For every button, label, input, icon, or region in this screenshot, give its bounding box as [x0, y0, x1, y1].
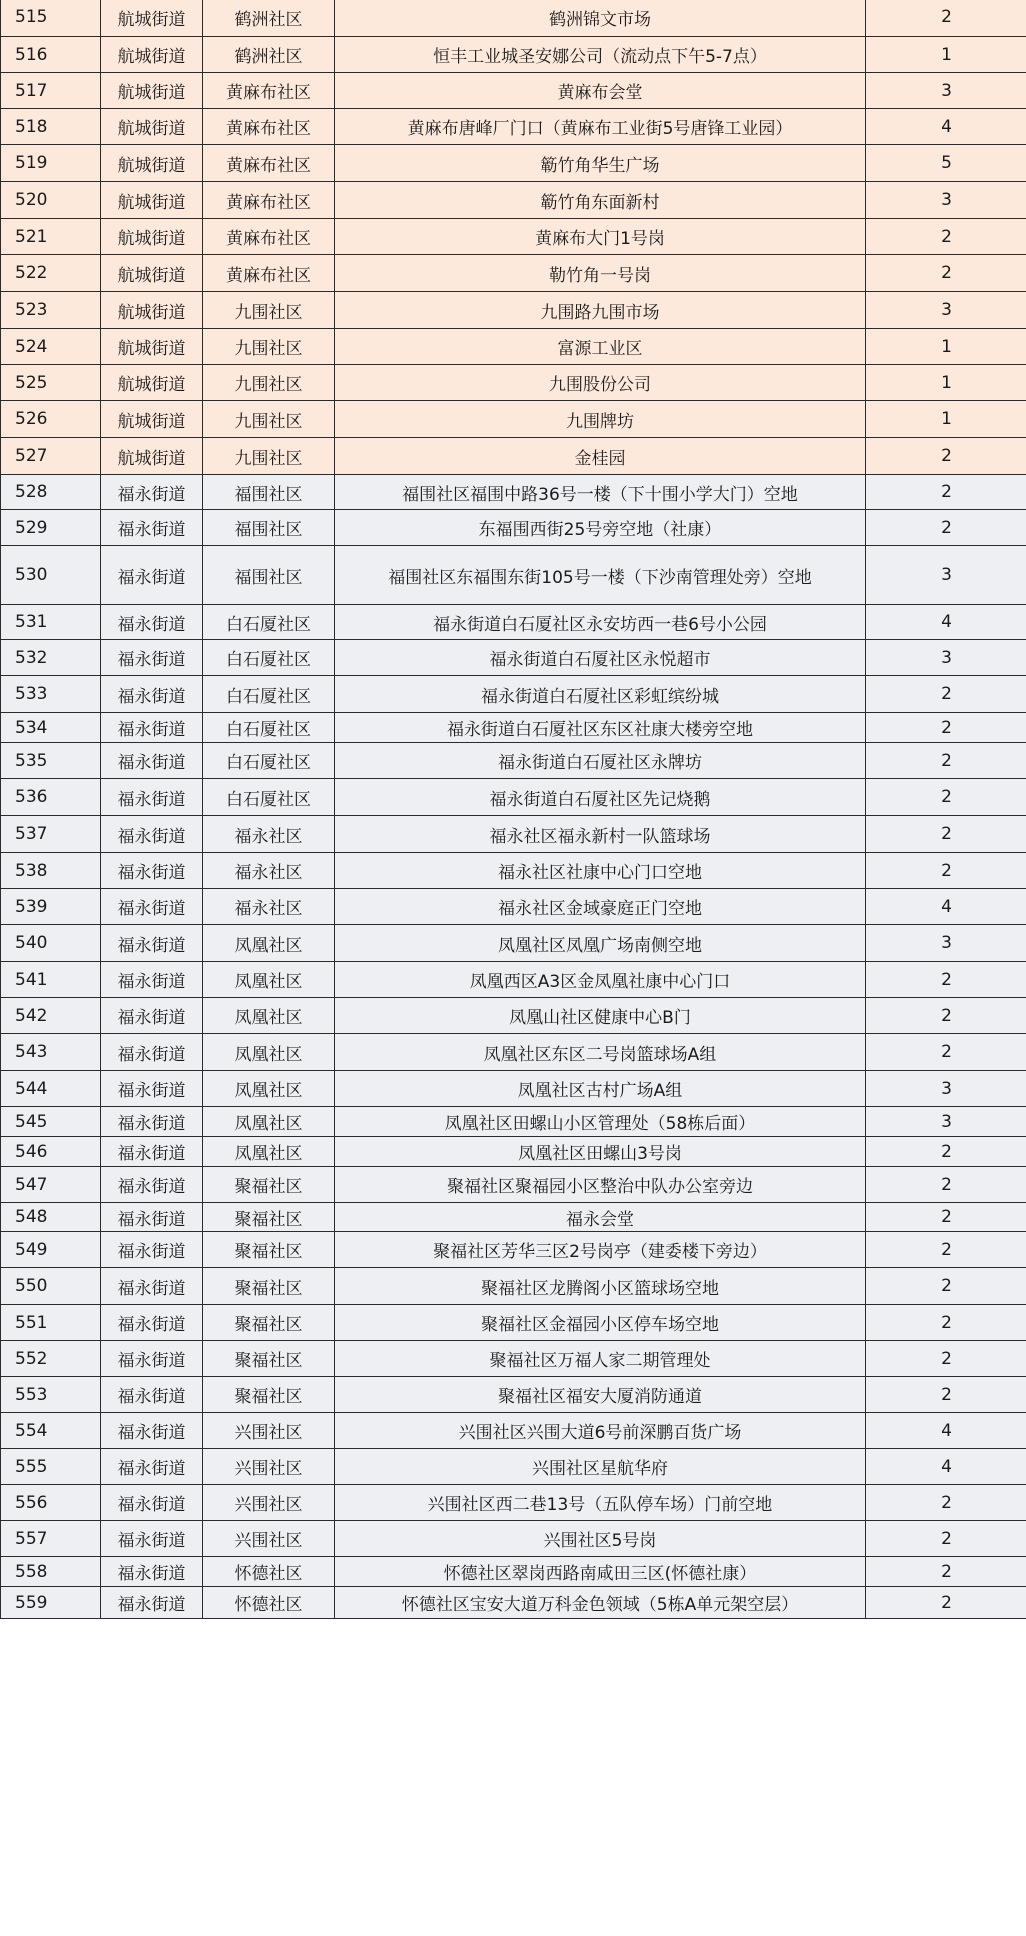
- cell-community: 福围社区: [203, 475, 335, 510]
- table-row: [1, 329, 1026, 365]
- cell-location: 簕竹角华生广场: [335, 145, 866, 182]
- cell-community: 白石厦社区: [203, 743, 335, 779]
- cell-location: 鹤洲锦文市场: [335, 0, 866, 37]
- cell-street: 航城街道: [101, 145, 203, 182]
- table-row: [1, 1268, 1026, 1305]
- cell-community: 兴围社区: [203, 1449, 335, 1485]
- cell-location: 富源工业区: [335, 329, 866, 365]
- cell-location: 聚福社区聚福园小区整治中队办公室旁边: [335, 1167, 866, 1203]
- table-row: [1, 73, 1026, 109]
- cell-index: 552: [1, 1341, 101, 1377]
- cell-street: 航城街道: [101, 365, 203, 401]
- cell-community: 黄麻布社区: [203, 109, 335, 145]
- cell-index: 554: [1, 1413, 101, 1449]
- cell-street: 福永街道: [101, 1341, 203, 1377]
- cell-index: 526: [1, 401, 101, 438]
- cell-index: 535: [1, 743, 101, 779]
- cell-street: 福永街道: [101, 1167, 203, 1203]
- cell-street: 福永街道: [101, 546, 203, 605]
- cell-count: 4: [866, 889, 1026, 925]
- cell-street: 航城街道: [101, 109, 203, 145]
- table-row: [1, 1485, 1026, 1521]
- cell-community: 九围社区: [203, 438, 335, 475]
- cell-count: 2: [866, 1305, 1026, 1341]
- table-row: [1, 816, 1026, 853]
- table-row: [1, 219, 1026, 255]
- cell-community: 白石厦社区: [203, 640, 335, 676]
- cell-location: 凤凰山社区健康中心B门: [335, 998, 866, 1034]
- cell-street: 福永街道: [101, 475, 203, 510]
- cell-index: 527: [1, 438, 101, 475]
- cell-community: 白石厦社区: [203, 713, 335, 743]
- cell-location: 兴围社区5号岗: [335, 1521, 866, 1557]
- cell-index: 536: [1, 779, 101, 816]
- cell-location: 恒丰工业城圣安娜公司（流动点下午5-7点）: [335, 37, 866, 73]
- cell-street: 航城街道: [101, 73, 203, 109]
- table-row: [1, 1521, 1026, 1557]
- cell-street: 航城街道: [101, 37, 203, 73]
- cell-street: 福永街道: [101, 510, 203, 546]
- cell-community: 福围社区: [203, 546, 335, 605]
- cell-index: 538: [1, 853, 101, 889]
- cell-community: 凤凰社区: [203, 1034, 335, 1071]
- cell-community: 白石厦社区: [203, 676, 335, 713]
- cell-count: 2: [866, 1341, 1026, 1377]
- cell-street: 福永街道: [101, 640, 203, 676]
- cell-index: 517: [1, 73, 101, 109]
- cell-location: 兴围社区西二巷13号（五队停车场）门前空地: [335, 1485, 866, 1521]
- table-row: [1, 0, 1026, 37]
- cell-community: 黄麻布社区: [203, 73, 335, 109]
- cell-location: 福永街道白石厦社区先记烧鹅: [335, 779, 866, 816]
- cell-location: 九围股份公司: [335, 365, 866, 401]
- cell-community: 凤凰社区: [203, 925, 335, 962]
- cell-count: 1: [866, 401, 1026, 438]
- cell-index: 520: [1, 182, 101, 219]
- cell-count: 2: [866, 219, 1026, 255]
- cell-index: 531: [1, 605, 101, 640]
- cell-count: 2: [866, 1167, 1026, 1203]
- cell-count: 2: [866, 853, 1026, 889]
- table-row: [1, 640, 1026, 676]
- cell-location: 怀德社区宝安大道万科金色领域（5栋A单元架空层）: [335, 1587, 866, 1619]
- table-row: [1, 1107, 1026, 1137]
- cell-location: 福永街道白石厦社区永安坊西一巷6号小公园: [335, 605, 866, 640]
- cell-street: 福永街道: [101, 1413, 203, 1449]
- cell-location: 聚福社区金福园小区停车场空地: [335, 1305, 866, 1341]
- cell-street: 福永街道: [101, 779, 203, 816]
- cell-location: 凤凰社区凤凰广场南侧空地: [335, 925, 866, 962]
- cell-index: 545: [1, 1107, 101, 1137]
- cell-community: 凤凰社区: [203, 1071, 335, 1107]
- cell-street: 航城街道: [101, 219, 203, 255]
- table-row: [1, 475, 1026, 510]
- cell-location: 凤凰社区田螺山3号岗: [335, 1137, 866, 1167]
- table-row: [1, 365, 1026, 401]
- cell-index: 523: [1, 292, 101, 329]
- cell-community: 兴围社区: [203, 1521, 335, 1557]
- cell-community: 聚福社区: [203, 1341, 335, 1377]
- table-row: [1, 853, 1026, 889]
- cell-community: 九围社区: [203, 365, 335, 401]
- cell-count: 3: [866, 73, 1026, 109]
- cell-street: 福永街道: [101, 1137, 203, 1167]
- cell-community: 聚福社区: [203, 1377, 335, 1413]
- cell-street: 福永街道: [101, 713, 203, 743]
- table-row: [1, 510, 1026, 546]
- table-row: [1, 1413, 1026, 1449]
- cell-street: 福永街道: [101, 998, 203, 1034]
- table-row: [1, 1203, 1026, 1232]
- table-row: [1, 37, 1026, 73]
- cell-count: 3: [866, 292, 1026, 329]
- table-row: [1, 713, 1026, 743]
- table-row: [1, 182, 1026, 219]
- cell-location: 福围社区东福围东街105号一楼（下沙南管理处旁）空地: [335, 546, 866, 605]
- cell-count: 2: [866, 1485, 1026, 1521]
- cell-count: 3: [866, 182, 1026, 219]
- cell-location: 福永街道白石厦社区永悦超市: [335, 640, 866, 676]
- table-row: [1, 1377, 1026, 1413]
- cell-community: 黄麻布社区: [203, 182, 335, 219]
- table-row: [1, 743, 1026, 779]
- cell-count: 3: [866, 1071, 1026, 1107]
- cell-community: 九围社区: [203, 292, 335, 329]
- cell-location: 凤凰西区A3区金凤凰社康中心门口: [335, 962, 866, 998]
- table-row: [1, 145, 1026, 182]
- cell-community: 九围社区: [203, 401, 335, 438]
- cell-community: 凤凰社区: [203, 998, 335, 1034]
- table-row: [1, 292, 1026, 329]
- cell-location: 怀德社区翠岗西路南咸田三区(怀德社康）: [335, 1557, 866, 1587]
- table-row: [1, 779, 1026, 816]
- cell-street: 福永街道: [101, 1449, 203, 1485]
- cell-street: 福永街道: [101, 925, 203, 962]
- cell-street: 福永街道: [101, 1107, 203, 1137]
- cell-location: 聚福社区福安大厦消防通道: [335, 1377, 866, 1413]
- cell-street: 福永街道: [101, 1268, 203, 1305]
- cell-street: 福永街道: [101, 1557, 203, 1587]
- cell-location: 九围路九围市场: [335, 292, 866, 329]
- table-row: [1, 998, 1026, 1034]
- cell-count: 2: [866, 0, 1026, 37]
- cell-index: 525: [1, 365, 101, 401]
- cell-location: 福永街道白石厦社区彩虹缤纷城: [335, 676, 866, 713]
- table-row: [1, 1034, 1026, 1071]
- cell-index: 549: [1, 1232, 101, 1268]
- cell-index: 548: [1, 1203, 101, 1232]
- cell-community: 聚福社区: [203, 1268, 335, 1305]
- cell-street: 福永街道: [101, 853, 203, 889]
- cell-index: 515: [1, 0, 101, 37]
- table-body: [1, 0, 1026, 1619]
- cell-location: 勒竹角一号岗: [335, 255, 866, 292]
- cell-community: 白石厦社区: [203, 779, 335, 816]
- cell-street: 福永街道: [101, 676, 203, 713]
- table-row: [1, 889, 1026, 925]
- cell-index: 542: [1, 998, 101, 1034]
- cell-street: 福永街道: [101, 605, 203, 640]
- table-row: [1, 1137, 1026, 1167]
- cell-street: 航城街道: [101, 401, 203, 438]
- cell-street: 福永街道: [101, 1587, 203, 1619]
- cell-index: 524: [1, 329, 101, 365]
- table-row: [1, 1071, 1026, 1107]
- cell-count: 1: [866, 365, 1026, 401]
- cell-community: 福永社区: [203, 816, 335, 853]
- cell-count: 2: [866, 510, 1026, 546]
- cell-count: 4: [866, 1413, 1026, 1449]
- cell-community: 黄麻布社区: [203, 255, 335, 292]
- cell-street: 福永街道: [101, 962, 203, 998]
- cell-location: 黄麻布大门1号岗: [335, 219, 866, 255]
- cell-location: 九围牌坊: [335, 401, 866, 438]
- cell-count: 2: [866, 475, 1026, 510]
- cell-location: 聚福社区芳华三区2号岗亭（建委楼下旁边）: [335, 1232, 866, 1268]
- cell-street: 福永街道: [101, 1071, 203, 1107]
- cell-community: 鹤洲社区: [203, 37, 335, 73]
- cell-location: 凤凰社区田螺山小区管理处（58栋后面）: [335, 1107, 866, 1137]
- cell-location: 凤凰社区东区二号岗篮球场A组: [335, 1034, 866, 1071]
- cell-count: 1: [866, 37, 1026, 73]
- cell-index: 534: [1, 713, 101, 743]
- table-row: [1, 438, 1026, 475]
- cell-community: 福永社区: [203, 853, 335, 889]
- cell-count: 2: [866, 1203, 1026, 1232]
- cell-location: 福永社区社康中心门口空地: [335, 853, 866, 889]
- cell-index: 551: [1, 1305, 101, 1341]
- cell-street: 福永街道: [101, 889, 203, 925]
- cell-index: 553: [1, 1377, 101, 1413]
- cell-count: 2: [866, 676, 1026, 713]
- cell-location: 黄麻布唐峰厂门口（黄麻布工业街5号唐锋工业园）: [335, 109, 866, 145]
- table-row: [1, 676, 1026, 713]
- table-row: [1, 546, 1026, 605]
- cell-location: 凤凰社区古村广场A组: [335, 1071, 866, 1107]
- cell-location: 兴围社区星航华府: [335, 1449, 866, 1485]
- cell-index: 559: [1, 1587, 101, 1619]
- cell-index: 541: [1, 962, 101, 998]
- cell-count: 5: [866, 145, 1026, 182]
- cell-count: 2: [866, 816, 1026, 853]
- cell-count: 3: [866, 546, 1026, 605]
- cell-community: 凤凰社区: [203, 1107, 335, 1137]
- cell-count: 2: [866, 1268, 1026, 1305]
- cell-community: 白石厦社区: [203, 605, 335, 640]
- cell-index: 539: [1, 889, 101, 925]
- cell-index: 558: [1, 1557, 101, 1587]
- cell-location: 聚福社区万福人家二期管理处: [335, 1341, 866, 1377]
- cell-street: 福永街道: [101, 743, 203, 779]
- cell-index: 556: [1, 1485, 101, 1521]
- table-row: [1, 1557, 1026, 1587]
- cell-street: 航城街道: [101, 255, 203, 292]
- cell-community: 兴围社区: [203, 1485, 335, 1521]
- cell-count: 4: [866, 109, 1026, 145]
- cell-count: 2: [866, 438, 1026, 475]
- cell-community: 九围社区: [203, 329, 335, 365]
- cell-location: 福永社区福永新村一队篮球场: [335, 816, 866, 853]
- cell-count: 2: [866, 255, 1026, 292]
- cell-street: 福永街道: [101, 1377, 203, 1413]
- cell-street: 航城街道: [101, 329, 203, 365]
- cell-index: 547: [1, 1167, 101, 1203]
- table-row: [1, 605, 1026, 640]
- cell-community: 凤凰社区: [203, 962, 335, 998]
- cell-street: 福永街道: [101, 1521, 203, 1557]
- cell-count: 2: [866, 1137, 1026, 1167]
- cell-count: 2: [866, 998, 1026, 1034]
- cell-street: 航城街道: [101, 438, 203, 475]
- cell-location: 簕竹角东面新村: [335, 182, 866, 219]
- cell-index: 528: [1, 475, 101, 510]
- cell-community: 鹤洲社区: [203, 0, 335, 37]
- cell-street: 航城街道: [101, 292, 203, 329]
- table-row: [1, 1305, 1026, 1341]
- cell-community: 聚福社区: [203, 1232, 335, 1268]
- table-row: [1, 962, 1026, 998]
- cell-index: 537: [1, 816, 101, 853]
- table-row: [1, 1449, 1026, 1485]
- cell-count: 2: [866, 1232, 1026, 1268]
- cell-index: 555: [1, 1449, 101, 1485]
- table-row: [1, 1232, 1026, 1268]
- table-row: [1, 255, 1026, 292]
- cell-location: 兴围社区兴围大道6号前深鹏百货广场: [335, 1413, 866, 1449]
- cell-count: 2: [866, 1034, 1026, 1071]
- cell-count: 2: [866, 1587, 1026, 1619]
- cell-street: 航城街道: [101, 182, 203, 219]
- table-row: [1, 1341, 1026, 1377]
- cell-street: 航城街道: [101, 0, 203, 37]
- cell-location: 福永社区金域豪庭正门空地: [335, 889, 866, 925]
- cell-location: 福围社区福围中路36号一楼（下十围小学大门）空地: [335, 475, 866, 510]
- cell-count: 2: [866, 713, 1026, 743]
- cell-index: 529: [1, 510, 101, 546]
- cell-community: 黄麻布社区: [203, 145, 335, 182]
- table-row: [1, 1167, 1026, 1203]
- table-row: [1, 1587, 1026, 1619]
- cell-street: 福永街道: [101, 1203, 203, 1232]
- cell-count: 3: [866, 640, 1026, 676]
- cell-count: 2: [866, 743, 1026, 779]
- cell-index: 533: [1, 676, 101, 713]
- cell-count: 4: [866, 605, 1026, 640]
- cell-count: 2: [866, 1521, 1026, 1557]
- cell-location: 东福围西街25号旁空地（社康）: [335, 510, 866, 546]
- cell-count: 3: [866, 1107, 1026, 1137]
- cell-index: 543: [1, 1034, 101, 1071]
- cell-index: 544: [1, 1071, 101, 1107]
- cell-count: 2: [866, 1557, 1026, 1587]
- cell-index: 519: [1, 145, 101, 182]
- cell-community: 聚福社区: [203, 1203, 335, 1232]
- cell-community: 福围社区: [203, 510, 335, 546]
- cell-community: 聚福社区: [203, 1167, 335, 1203]
- cell-location: 福永街道白石厦社区东区社康大楼旁空地: [335, 713, 866, 743]
- cell-count: 4: [866, 1449, 1026, 1485]
- cell-index: 522: [1, 255, 101, 292]
- cell-index: 516: [1, 37, 101, 73]
- cell-location: 福永会堂: [335, 1203, 866, 1232]
- cell-index: 521: [1, 219, 101, 255]
- cell-street: 福永街道: [101, 1485, 203, 1521]
- cell-community: 怀德社区: [203, 1587, 335, 1619]
- cell-index: 550: [1, 1268, 101, 1305]
- cell-count: 2: [866, 1377, 1026, 1413]
- table-row: [1, 401, 1026, 438]
- cell-community: 凤凰社区: [203, 1137, 335, 1167]
- cell-index: 540: [1, 925, 101, 962]
- cell-index: 557: [1, 1521, 101, 1557]
- cell-count: 2: [866, 962, 1026, 998]
- cell-location: 聚福社区龙腾阁小区篮球场空地: [335, 1268, 866, 1305]
- cell-index: 546: [1, 1137, 101, 1167]
- cell-index: 530: [1, 546, 101, 605]
- cell-location: 黄麻布会堂: [335, 73, 866, 109]
- cell-community: 聚福社区: [203, 1305, 335, 1341]
- cell-community: 兴围社区: [203, 1413, 335, 1449]
- cell-count: 3: [866, 925, 1026, 962]
- cell-location: 福永街道白石厦社区永牌坊: [335, 743, 866, 779]
- cell-index: 518: [1, 109, 101, 145]
- cell-community: 怀德社区: [203, 1557, 335, 1587]
- cell-community: 黄麻布社区: [203, 219, 335, 255]
- cell-street: 福永街道: [101, 1232, 203, 1268]
- table-row: [1, 925, 1026, 962]
- cell-count: 1: [866, 329, 1026, 365]
- cell-street: 福永街道: [101, 816, 203, 853]
- cell-street: 福永街道: [101, 1305, 203, 1341]
- table-row: [1, 109, 1026, 145]
- cell-count: 2: [866, 779, 1026, 816]
- cell-community: 福永社区: [203, 889, 335, 925]
- cell-index: 532: [1, 640, 101, 676]
- cell-street: 福永街道: [101, 1034, 203, 1071]
- cell-location: 金桂园: [335, 438, 866, 475]
